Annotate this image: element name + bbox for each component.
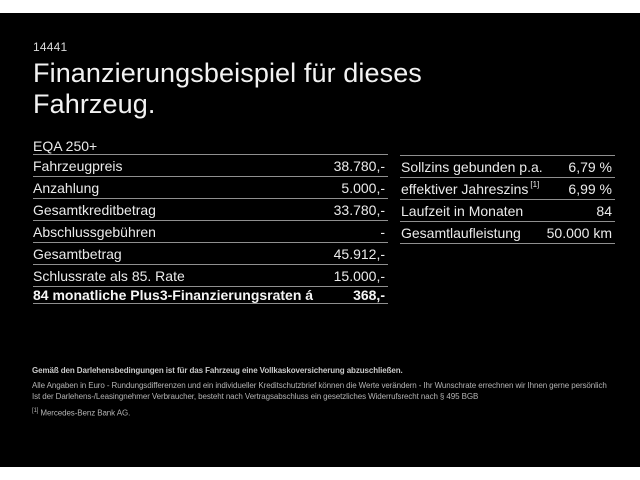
page-title	[33, 58, 422, 120]
row-value: -	[380, 223, 385, 240]
row-label: Fahrzeugpreis	[33, 157, 123, 174]
table-row	[33, 177, 388, 199]
table-row	[33, 287, 388, 304]
table-row	[400, 200, 615, 222]
row-label: Abschlussgebühren	[33, 223, 156, 240]
fineprint-disclaimer-line: Alle Angaben in Euro - Rundungsdifferenzen und ein individueller Kreditschutzbrief können die Werte verändern - Ihr Wunschrate errechnen wir Ihnen gerne persönlich	[32, 381, 607, 390]
row-label: Laufzeit in Monaten	[401, 202, 524, 219]
row-value: 5.000,-	[341, 179, 385, 196]
page-title-line2: Fahrzeug.	[33, 89, 156, 119]
fineprint-insurance-note: Gemäß den Darlehensbedingungen ist für das Fahrzeug eine Vollkaskoversicherung abzuschließen.	[32, 366, 403, 375]
table-row	[400, 156, 615, 178]
row-value: 45.912,-	[333, 245, 385, 262]
row-value: 6,99 %	[568, 180, 612, 197]
interest-details-table	[400, 155, 615, 244]
row-label: Gesamtlaufleistung	[401, 224, 521, 241]
row-value: 38.780,-	[333, 157, 385, 174]
table-row	[400, 222, 615, 244]
row-value: 6,79 %	[568, 158, 612, 175]
row-value: 368,-	[353, 287, 385, 303]
row-value: 84	[596, 202, 612, 219]
table-row	[400, 178, 615, 200]
fineprint-legal-line: Ist der Darlehens-/Leasingnehmer Verbraucher, besteht nach Vertragsabschluss ein gesetzliches Widerrufsrecht nach § 495 BGB	[32, 392, 479, 401]
model-name-row	[33, 138, 388, 155]
footnote-marker: [1]	[530, 179, 540, 189]
reference-number: 14441	[33, 40, 68, 54]
row-label: Anzahlung	[33, 179, 100, 196]
table-row	[33, 199, 388, 221]
row-label: Gesamtbetrag	[33, 245, 122, 262]
row-value: 33.780,-	[333, 201, 385, 218]
row-value: 50.000 km	[546, 224, 612, 241]
row-label: 84 monatliche Plus3-Finanzierungsraten á	[33, 287, 314, 303]
page-title-line1: Finanzierungsbeispiel für dieses	[33, 58, 422, 88]
fineprint-footnote-source	[32, 406, 130, 419]
row-label: effektiver Jahreszins	[401, 180, 529, 197]
row-label: Schlussrate als 85. Rate	[33, 267, 185, 284]
model-name: EQA 250+	[33, 138, 98, 154]
footnote-marker: [1]	[32, 408, 39, 414]
row-value: 15.000,-	[333, 267, 385, 284]
row-label: Gesamtkreditbetrag	[33, 201, 156, 218]
row-label: Sollzins gebunden p.a.	[401, 158, 543, 175]
content-panel	[0, 13, 640, 467]
table-row	[33, 221, 388, 243]
table-row	[33, 265, 388, 287]
table-row	[33, 243, 388, 265]
table-row	[33, 155, 388, 177]
financing-details-table	[33, 138, 388, 304]
footnote-text: Mercedes-Benz Bank AG.	[40, 408, 131, 418]
